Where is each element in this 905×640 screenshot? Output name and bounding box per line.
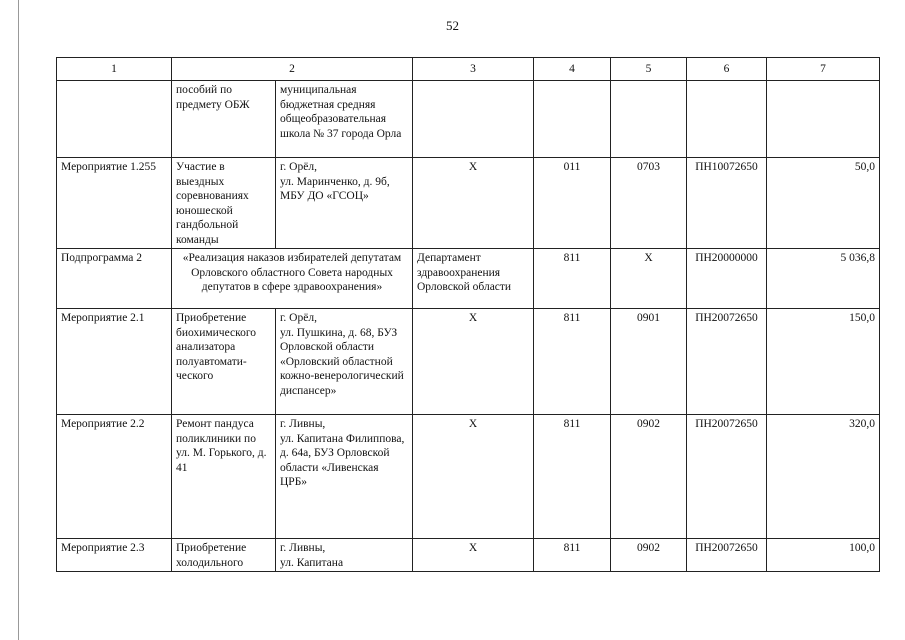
code-cell: 811 [534,415,611,539]
target-article-cell: ПН20072650 [687,309,767,415]
section-cell: 0902 [611,415,687,539]
code-cell: 811 [534,249,611,309]
target-article-cell: ПН20072650 [687,415,767,539]
target-article-cell [687,81,767,158]
code-cell: 811 [534,539,611,572]
page-number: 52 [446,18,459,33]
table-row [57,81,880,158]
section-cell: 0902 [611,539,687,572]
measure-name-cell: Приобретение биохимического анализатора полуавтомати-ческого [172,309,276,415]
amount-cell: 100,0 [767,539,880,572]
department-cell: Х [413,309,534,415]
section-cell: 0901 [611,309,687,415]
recipient-cell: г. Ливны, ул. Капитана Филиппова, д. 64а, БУЗ Орловской области «Ливенская ЦРБ» [276,415,413,539]
header-cell: 1 [57,58,172,81]
table-row [57,309,880,415]
measure-name-cell: Ремонт пандуса поликлиники по ул. М. Горького, д. 41 [172,415,276,539]
row-label-cell: Мероприятие 2.2 [57,415,172,539]
table-row-subprogram [57,249,880,309]
department-cell: Департамент здравоохранения Орловской области [413,249,534,309]
amount-cell [767,81,880,158]
row-label-cell: Подпрограмма 2 [57,249,172,309]
amount-cell: 320,0 [767,415,880,539]
table-header-row [57,58,880,81]
recipient-cell: г. Ливны, ул. Капитана [276,539,413,572]
row-label-cell: Мероприятие 1.255 [57,158,172,249]
table-row [57,539,880,572]
table-row [57,158,880,249]
section-cell: 0703 [611,158,687,249]
target-article-cell: ПН20072650 [687,539,767,572]
header-cell: 3 [413,58,534,81]
department-cell [413,81,534,158]
code-cell: 011 [534,158,611,249]
measure-name-cell: Участие в выездных соревнованиях юношеской гандбольной команды [172,158,276,249]
row-label-cell [57,81,172,158]
recipient-cell: муниципальная бюджетная средняя общеобразовательная школа № 37 города Орла [276,81,413,158]
section-cell: Х [611,249,687,309]
amount-cell: 150,0 [767,309,880,415]
table-row [57,415,880,539]
code-cell [534,81,611,158]
header-cell: 4 [534,58,611,81]
department-cell: Х [413,539,534,572]
row-label-cell: Мероприятие 2.1 [57,309,172,415]
header-cell: 6 [687,58,767,81]
department-cell: Х [413,415,534,539]
header-cell: 5 [611,58,687,81]
header-cell: 2 [172,58,413,81]
measure-name-cell: Приобретение холодильного [172,539,276,572]
recipient-cell: г. Орёл, ул. Маринченко, д. 9б, МБУ ДО «ГСОЦ» [276,158,413,249]
target-article-cell: ПН10072650 [687,158,767,249]
header-cell: 7 [767,58,880,81]
department-cell: Х [413,158,534,249]
amount-cell: 50,0 [767,158,880,249]
budget-table [56,57,880,572]
code-cell: 811 [534,309,611,415]
subprogram-title-cell: «Реализация наказов избирателей депутатам Орловского областного Совета народных депутатов в сфере здравоохранения» [172,249,413,309]
target-article-cell: ПН20000000 [687,249,767,309]
page-margin-rule [18,0,19,640]
amount-cell: 5 036,8 [767,249,880,309]
recipient-cell: г. Орёл, ул. Пушкина, д. 68, БУЗ Орловской области «Орловский областной кожно-венерологический диспансер» [276,309,413,415]
measure-name-cell: пособий по предмету ОБЖ [172,81,276,158]
section-cell [611,81,687,158]
row-label-cell: Мероприятие 2.3 [57,539,172,572]
